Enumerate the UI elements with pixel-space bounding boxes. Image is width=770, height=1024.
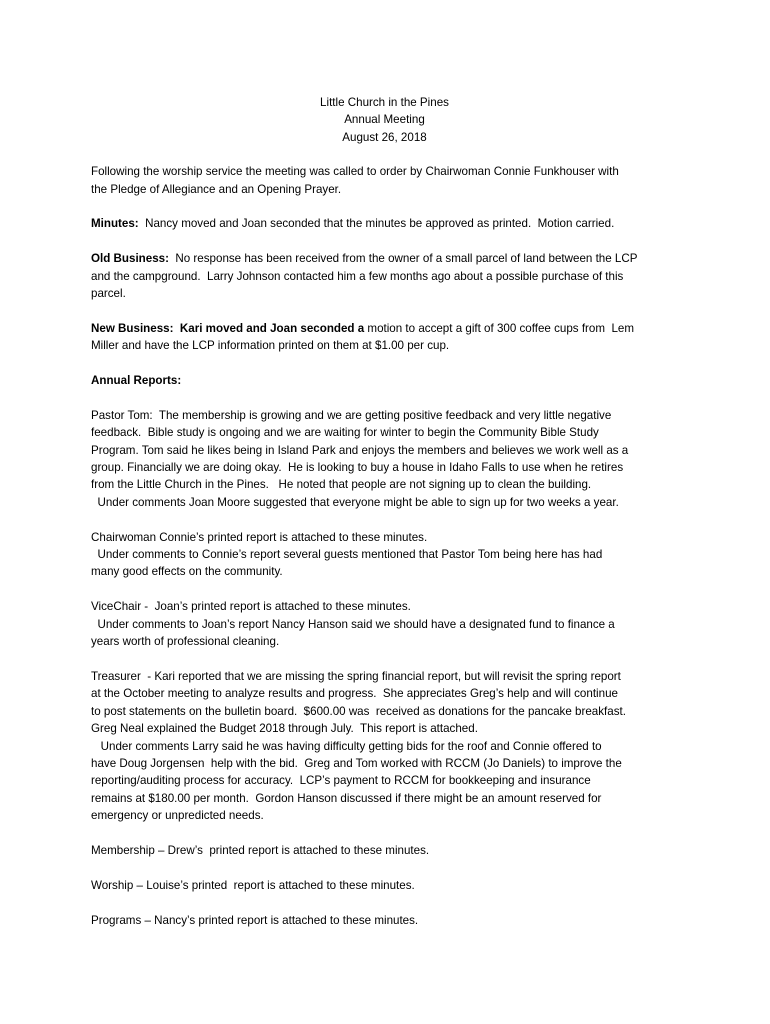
membership-report-line: Membership – Drew’s printed report is attached to these minutes. [91, 843, 430, 857]
treasurer-report-line: reporting/auditing process for accuracy. LCP’s payment to RCCM for bookkeeping and insurance [91, 774, 591, 788]
vicechair-report-line: years worth of professional cleaning. [91, 635, 280, 649]
chairwoman-report-line: Under comments to Connie’s report several guests mentioned that Pastor Tom being here has had [91, 548, 603, 562]
chairwoman-report-paragraph [91, 529, 688, 581]
meeting-date: August 26, 2018 [342, 130, 427, 144]
worship-report-paragraph [91, 877, 688, 894]
pastor-report-line: group. Financially we are doing okay. He is looking to buy a house in Idaho Falls to use when he retires [91, 461, 624, 475]
treasurer-report-paragraph [91, 668, 688, 825]
chairwoman-report-line: many good effects on the community. [91, 565, 283, 579]
annual-reports-heading: Annual Reports: [91, 374, 182, 388]
pastor-report-line: feedback. Bible study is ongoing and we are waiting for winter to begin the Community Bible Study [91, 426, 599, 440]
pastor-report-line: Under comments Joan Moore suggested that everyone might be able to sign up for two weeks a year. [91, 495, 619, 509]
worship-report-line: Worship – Louise’s printed report is attached to these minutes. [91, 878, 415, 892]
pastor-report-line: Pastor Tom: The membership is growing and we are getting positive feedback and very little negative [91, 408, 612, 422]
new-business-paragraph [91, 320, 688, 355]
old-business-line: and the campground. Larry Johnson contacted him a few months ago about a possible purchase of this [91, 269, 624, 283]
treasurer-report-line: Under comments Larry said he was having difficulty getting bids for the roof and Connie offered to [91, 739, 602, 753]
treasurer-report-line: remains at $180.00 per month. Gordon Hanson discussed if there might be an amount reserved for [91, 791, 602, 805]
membership-report-paragraph [91, 842, 688, 859]
old-business-line: parcel. [91, 287, 126, 301]
minutes-text: Nancy moved and Joan seconded that the minutes be approved as printed. Motion carried. [138, 217, 615, 231]
new-business-label: New Business: Kari moved and Joan seconded a [91, 321, 365, 335]
vicechair-report-line: Under comments to Joan’s report Nancy Hanson said we should have a designated fund to finance a [91, 617, 615, 631]
intro-paragraph [91, 163, 688, 198]
minutes-paragraph [91, 215, 688, 232]
intro-line: Following the worship service the meeting was called to order by Chairwoman Connie Funkhouser with [91, 165, 619, 179]
treasurer-report-line: have Doug Jorgensen help with the bid. Greg and Tom worked with RCCM (Jo Daniels) to improve the [91, 756, 622, 770]
pastor-report-line: from the Little Church in the Pines. He noted that people are not signing up to clean the building. [91, 478, 592, 492]
annual-reports-heading-block [91, 372, 688, 389]
programs-report-paragraph [91, 912, 688, 929]
new-business-line: Miller and have the LCP information printed on them at $1.00 per cup. [91, 339, 450, 353]
meeting-title: Annual Meeting [344, 113, 425, 127]
vicechair-report-line: ViceChair - Joan’s printed report is attached to these minutes. [91, 600, 411, 614]
pastor-report-paragraph [91, 407, 688, 511]
treasurer-report-line: emergency or unpredicted needs. [91, 809, 264, 823]
pastor-report-line: Program. Tom said he likes being in Island Park and enjoys the members and believes we work well as a [91, 443, 629, 457]
treasurer-report-line: to post statements on the bulletin board. $600.00 was received as donations for the pancake breakfast. [91, 704, 626, 718]
minutes-label: Minutes: [91, 217, 139, 231]
treasurer-report-line: Greg Neal explained the Budget 2018 through July. This report is attached. [91, 722, 478, 736]
old-business-label: Old Business: [91, 252, 169, 266]
intro-line: the Pledge of Allegiance and an Opening Prayer. [91, 182, 342, 196]
old-business-text: No response has been received from the owner of a small parcel of land between the LCP [168, 252, 638, 266]
new-business-text: motion to accept a gift of 300 coffee cups from Lem [364, 321, 634, 335]
old-business-paragraph [91, 250, 688, 302]
chairwoman-report-line: Chairwoman Connie’s printed report is attached to these minutes. [91, 530, 428, 544]
programs-report-line: Programs – Nancy’s printed report is attached to these minutes. [91, 913, 419, 927]
treasurer-report-line: Treasurer - Kari reported that we are missing the spring financial report, but will revisit the spring report [91, 669, 621, 683]
treasurer-report-line: at the October meeting to analyze results and progress. She appreciates Greg’s help and will continue [91, 687, 618, 701]
document-header [81, 94, 688, 146]
vicechair-report-paragraph [91, 598, 688, 650]
org-name: Little Church in the Pines [320, 96, 449, 109]
